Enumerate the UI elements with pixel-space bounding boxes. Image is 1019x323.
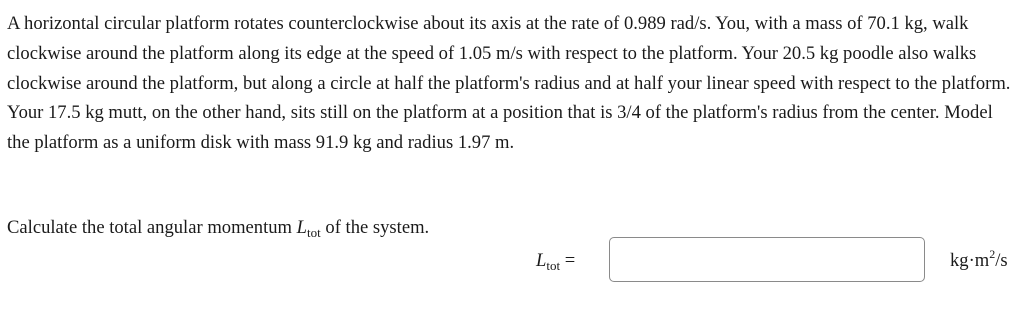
- answer-row: [0, 236, 1019, 284]
- answer-equals: =: [564, 250, 576, 271]
- answer-unit: [950, 247, 1008, 272]
- question-prefix: Calculate the total angular momentum: [7, 217, 297, 238]
- question-suffix: of the system.: [320, 217, 430, 238]
- unit-base: kg·m: [950, 250, 990, 271]
- unit-exponent: 2: [989, 247, 996, 261]
- answer-subscript: tot: [546, 258, 561, 273]
- problem-statement: A horizontal circular platform rotates counterclockwise about its axis at the rate of 0.989 rad/s. You, with a mass of 70.1 kg, walk clockwise around the platform along its edge at the speed of 1.05 m/s with respect to the platform. Your 20.5 kg poodle also walks clockwise around the platform, but along a circle at half the platform's radius and at half your linear speed with respect to the platform. Your 17.5 kg mutt, on the other hand, sits still on the platform at a position that is 3/4 of the platform's radius from the center. Model the platform as a uniform disk with mass 91.9 kg and radius 1.97 m.: [7, 13, 1011, 154]
- answer-label: [536, 250, 575, 272]
- question-symbol: L: [296, 217, 308, 238]
- unit-tail: /s: [995, 250, 1008, 271]
- answer-input[interactable]: [609, 237, 925, 282]
- question-subscript: tot: [307, 225, 321, 240]
- answer-symbol: L: [536, 250, 547, 271]
